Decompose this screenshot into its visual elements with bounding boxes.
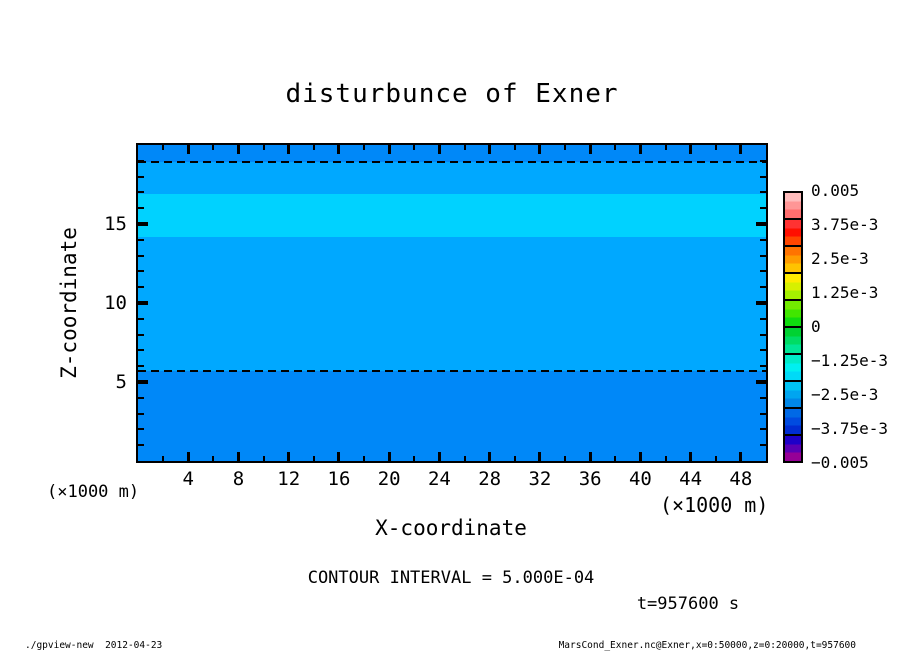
x-axis-tick: [464, 456, 466, 461]
x-axis-unit-left: (×1000 m): [47, 482, 140, 502]
colorbar-label: −0.005: [811, 453, 869, 472]
x-axis-tick: [388, 145, 391, 154]
colorbar-box: [785, 301, 801, 328]
x-axis-tick: [689, 452, 692, 461]
x-axis-tick: [488, 452, 491, 461]
colorbar-box: [785, 220, 801, 247]
footer-right: MarsCond_Exner.nc@Exner,x=0:50000,z=0:20000,t=957600: [558, 640, 856, 651]
y-axis-tick: [138, 334, 144, 336]
x-axis-tick: [363, 145, 365, 150]
colorbar-label: 0: [811, 317, 821, 336]
x-tick-label: 12: [277, 468, 301, 490]
y-axis-tick: [138, 428, 144, 430]
y-axis-tick: [138, 349, 144, 351]
y-axis-tick: [138, 270, 144, 272]
x-axis-tick: [538, 452, 541, 461]
x-axis-tick: [237, 452, 240, 461]
colorbar-box: [785, 274, 801, 301]
y-axis-tick: [760, 207, 766, 209]
y-axis-tick: [760, 349, 766, 351]
x-axis-tick: [739, 145, 742, 154]
x-tick-label: 40: [628, 468, 652, 490]
x-axis-tick: [564, 456, 566, 461]
y-axis-tick: [760, 334, 766, 336]
x-axis-tick: [464, 145, 466, 150]
x-axis-tick: [212, 456, 214, 461]
y-axis-tick: [760, 176, 766, 178]
x-axis-tick: [665, 145, 667, 150]
colorbar-box: [785, 247, 801, 274]
x-axis-tick: [337, 452, 340, 461]
x-axis-tick: [287, 145, 290, 154]
x-axis-tick: [488, 145, 491, 154]
x-axis-tick: [263, 145, 265, 150]
x-axis-tick: [589, 145, 592, 154]
x-axis-tick: [514, 145, 516, 150]
y-axis-tick: [138, 255, 144, 257]
colorbar-label: −2.5e-3: [811, 385, 879, 404]
y-axis-tick: [138, 365, 144, 367]
y-axis-tick: [138, 222, 148, 226]
colorbar-label: −3.75e-3: [811, 419, 889, 438]
colorbar-box: [785, 193, 801, 220]
x-tick-label: 24: [427, 468, 451, 490]
chart-title: disturbunce of Exner: [285, 79, 619, 109]
colorbar-box: [785, 382, 801, 409]
colorbar-label: 2.5e-3: [811, 249, 869, 268]
x-axis-tick: [237, 145, 240, 154]
x-axis-tick: [287, 452, 290, 461]
colorbar-box: [785, 436, 801, 461]
y-axis-tick: [760, 270, 766, 272]
x-axis-tick: [162, 145, 164, 150]
time-label: t=957600 s: [636, 594, 740, 614]
y-axis-tick: [138, 397, 144, 399]
colorbar: [783, 191, 803, 463]
x-tick-label: 44: [679, 468, 703, 490]
contour-band: [138, 371, 766, 461]
x-axis-tick: [639, 452, 642, 461]
x-axis-tick: [514, 456, 516, 461]
colorbar-label: 0.005: [811, 181, 860, 200]
x-axis-tick: [538, 145, 541, 154]
x-tick-label: 16: [327, 468, 351, 490]
colorbar-label: −1.25e-3: [811, 351, 889, 370]
dashed-contour-line: [138, 161, 766, 163]
y-axis-tick: [760, 239, 766, 241]
contour-band: [138, 145, 766, 162]
x-tick-label: 8: [232, 468, 245, 490]
y-tick-label: 10: [104, 292, 127, 314]
y-axis-tick: [760, 318, 766, 320]
y-axis-tick: [760, 397, 766, 399]
dashed-contour-line: [138, 370, 766, 372]
x-axis-tick: [187, 452, 190, 461]
y-axis-tick: [760, 191, 766, 193]
x-axis-tick: [413, 456, 415, 461]
x-axis-tick: [313, 456, 315, 461]
contour-band: [138, 162, 766, 194]
y-axis-tick: [756, 222, 766, 226]
colorbar-box: [785, 409, 801, 436]
contour-interval-label: CONTOUR INTERVAL = 5.000E-04: [307, 568, 595, 588]
x-axis-tick: [388, 452, 391, 461]
x-axis-tick: [665, 456, 667, 461]
x-axis-tick: [639, 145, 642, 154]
y-axis-tick: [138, 318, 144, 320]
x-axis-tick: [589, 452, 592, 461]
x-axis-tick: [689, 145, 692, 154]
x-axis-tick: [614, 456, 616, 461]
y-tick-label: 5: [115, 371, 127, 393]
x-axis-tick: [438, 145, 441, 154]
x-tick-label: 4: [182, 468, 194, 490]
x-axis-unit-right: (×1000 m): [660, 493, 769, 517]
colorbar-box: [785, 355, 801, 382]
colorbar-label: 1.25e-3: [811, 283, 879, 302]
y-axis-tick: [138, 176, 144, 178]
x-axis-tick: [715, 456, 717, 461]
colorbar-box: [785, 328, 801, 355]
x-axis-label: X-coordinate: [375, 516, 527, 540]
x-axis-tick: [187, 145, 190, 154]
x-axis-tick: [337, 145, 340, 154]
x-axis-tick: [438, 452, 441, 461]
y-axis-tick: [756, 380, 766, 384]
x-axis-tick: [564, 145, 566, 150]
x-axis-tick: [715, 145, 717, 150]
x-axis-tick: [313, 145, 315, 150]
x-tick-label: 28: [478, 468, 502, 490]
y-axis-tick: [138, 413, 144, 415]
y-axis-tick: [756, 301, 766, 305]
y-axis-tick: [760, 413, 766, 415]
y-axis-tick: [138, 380, 148, 384]
x-axis-tick: [162, 456, 164, 461]
y-axis-tick: [760, 160, 766, 162]
y-axis-tick: [138, 207, 144, 209]
y-axis-tick: [138, 239, 144, 241]
x-axis-tick: [263, 456, 265, 461]
y-axis-tick: [760, 428, 766, 430]
x-tick-label: 36: [578, 468, 602, 490]
x-axis-tick: [363, 456, 365, 461]
x-tick-label: 48: [729, 468, 753, 490]
x-tick-label: 20: [377, 468, 401, 490]
y-axis-tick: [760, 365, 766, 367]
contour-band: [138, 237, 766, 371]
x-tick-label: 32: [528, 468, 552, 490]
y-axis-tick: [760, 286, 766, 288]
y-axis-tick: [138, 160, 144, 162]
y-axis-tick: [760, 255, 766, 257]
y-axis-tick: [138, 286, 144, 288]
y-axis-tick: [138, 301, 148, 305]
y-axis-label: Z-coordinate: [57, 227, 81, 379]
footer-left: ./gpview-new 2012-04-23: [25, 640, 163, 651]
x-axis-tick: [413, 145, 415, 150]
y-axis-tick: [138, 444, 144, 446]
y-tick-label: 15: [104, 213, 127, 235]
y-axis-tick: [760, 444, 766, 446]
plot-area: [136, 143, 768, 463]
colorbar-label: 3.75e-3: [811, 215, 879, 234]
x-axis-tick: [739, 452, 742, 461]
y-axis-tick: [138, 191, 144, 193]
contour-band: [138, 194, 766, 237]
x-axis-tick: [212, 145, 214, 150]
x-axis-tick: [614, 145, 616, 150]
